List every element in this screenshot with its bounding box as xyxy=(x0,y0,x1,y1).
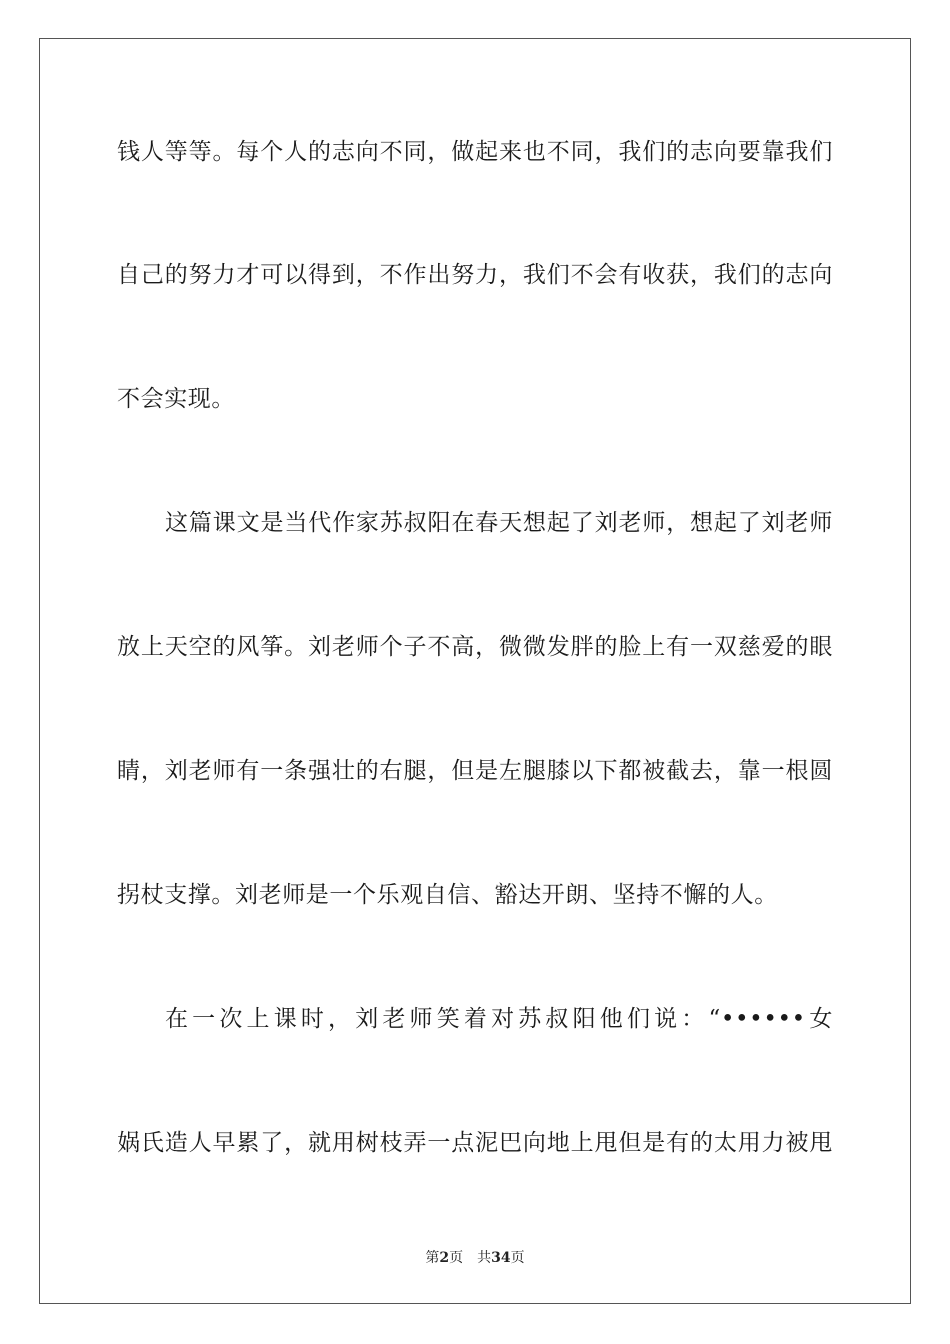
page-footer xyxy=(0,1247,950,1267)
total-prefix: 共 xyxy=(477,1250,492,1266)
text-line-8: 在一次上课时，刘老师笑着对苏叔阳他们说：“••••••女 xyxy=(165,1006,833,1032)
text-line-9: 娲氏造人早累了，就用树枝弄一点泥巴向地上甩但是有的太用力被甩 xyxy=(117,1130,833,1156)
text-line-4: 这篇课文是当代作家苏叔阳在春天想起了刘老师，想起了刘老师 xyxy=(165,510,833,536)
text-line-1: 钱人等等。每个人的志向不同，做起来也不同，我们的志向要靠我们 xyxy=(117,139,833,165)
page-prefix: 第 xyxy=(425,1250,440,1266)
text-line-2: 自己的努力才可以得到，不作出努力，我们不会有收获，我们的志向 xyxy=(117,262,833,288)
page-number: 2 xyxy=(439,1250,450,1266)
text-line-6: 睛，刘老师有一条强壮的右腿，但是左腿膝以下都被截去，靠一根圆 xyxy=(117,758,833,784)
total-pages: 34 xyxy=(491,1250,511,1266)
page-suffix: 页 xyxy=(449,1250,464,1266)
text-line-5: 放上天空的风筝。刘老师个子不高，微微发胖的脸上有一双慈爱的眼 xyxy=(117,634,833,660)
page-border xyxy=(39,38,911,1304)
total-suffix: 页 xyxy=(510,1250,525,1266)
text-line-3: 不会实现。 xyxy=(117,386,235,412)
text-line-7: 拐杖支撑。刘老师是一个乐观自信、豁达开朗、坚持不懈的人。 xyxy=(117,882,778,908)
